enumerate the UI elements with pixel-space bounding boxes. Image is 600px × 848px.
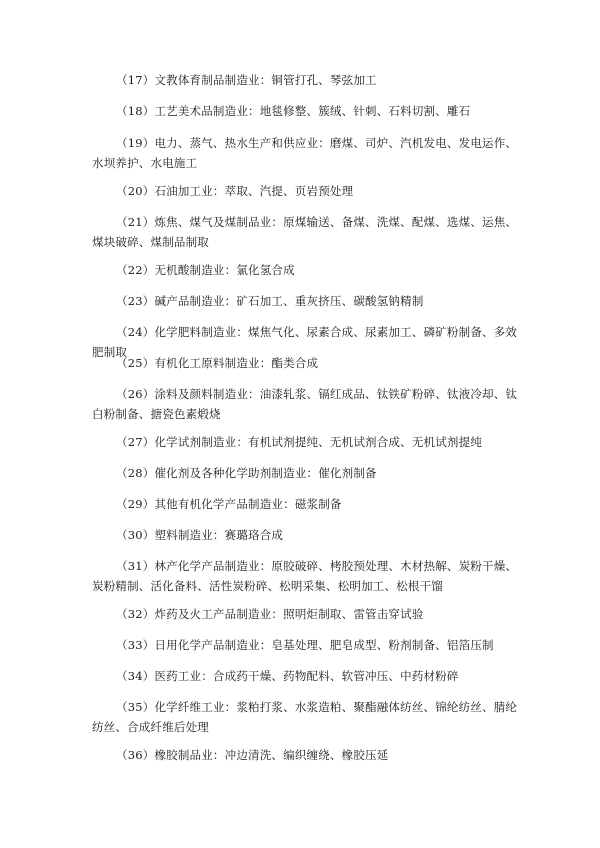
entry-number: （18）: [116, 104, 155, 118]
entry-33: [92, 635, 522, 655]
entry-text: 有机化工原料制造业：酯类合成: [154, 356, 319, 370]
entry-text: 塑料制造业：赛璐珞合成: [154, 528, 284, 542]
entry-text: 催化剂及各种化学助剂制造业：催化剂制备: [154, 466, 377, 480]
entry-25: [92, 353, 522, 373]
entry-text: 涂料及颜料制造业：油漆轧浆、镉红成品、钛铁矿粉碎、钛液冷却、钛白粉制备、搪瓷色素煅烧: [92, 387, 518, 421]
entry-text: 日用化学产品制造业：皂基处理、肥皂成型、粉剂制备、铝箔压制: [154, 638, 494, 652]
entry-30: [92, 525, 522, 545]
entry-number: （22）: [116, 263, 155, 277]
entry-number: （20）: [116, 184, 155, 198]
entry-34: [92, 666, 522, 686]
entry-number: （19）: [116, 136, 155, 150]
entry-35: [92, 697, 522, 737]
entry-text: 文教体育制品制造业：铜管打孔、琴弦加工: [154, 73, 377, 87]
entry-31: [92, 556, 522, 596]
entry-text: 化学纤维工业：浆粕打浆、水浆造粕、聚酯融体纺丝、锦纶纺丝、腈纶纺丝、合成纤维后处理: [92, 700, 518, 734]
entry-18: [92, 101, 522, 121]
entry-text: 工艺美术品制造业：地毯修整、簇绒、针刺、石料切割、雕石: [154, 104, 471, 118]
entry-text: 林产化学产品制造业：原胶破碎、栲胶预处理、木材热解、炭粉干燥、炭粉精制、活化备料、活性炭粉碎、松明采集、松明加工、松根干馏: [92, 559, 518, 593]
entry-number: （28）: [116, 466, 155, 480]
entry-32: [92, 604, 522, 624]
entry-19: [92, 133, 522, 173]
entry-23: [92, 291, 522, 311]
entry-text: 炸药及火工产品制造业：照明炬制取、雷管击穿试验: [154, 607, 424, 621]
entry-number: （34）: [116, 669, 155, 683]
entry-text: 其他有机化学产品制造业：磁浆制备: [154, 497, 342, 511]
entry-text: 橡胶制品业：冲边清洗、编织缠绕、橡胶压延: [154, 748, 389, 762]
entry-36: [92, 745, 522, 765]
entry-number: （32）: [116, 607, 155, 621]
entry-number: （23）: [116, 294, 155, 308]
entry-28: [92, 463, 522, 483]
entry-text: 医药工业：合成药干燥、药物配料、软管冲压、中药材粉碎: [154, 669, 459, 683]
entry-text: 电力、蒸气、热水生产和供应业：磨煤、司炉、汽机发电、发电运作、水坝养护、水电施工: [92, 136, 518, 170]
entry-text: 化学肥料制造业：煤焦气化、尿素合成、尿素加工、磷矿粉制备、多效肥制取: [92, 325, 518, 359]
entry-21: [92, 212, 522, 252]
entry-text: 碱产品制造业：矿石加工、重灰挤压、碳酸氢钠精制: [154, 294, 424, 308]
entry-number: （31）: [116, 559, 155, 573]
entry-number: （29）: [116, 497, 155, 511]
entry-number: （21）: [116, 215, 155, 229]
entry-20: [92, 181, 522, 201]
entry-number: （25）: [116, 356, 155, 370]
entry-text: 化学试剂制造业：有机试剂提纯、无机试剂合成、无机试剂提纯: [154, 435, 483, 449]
entry-29: [92, 494, 522, 514]
entry-17: [92, 70, 522, 90]
entry-text: 无机酸制造业：氯化氢合成: [154, 263, 295, 277]
entry-number: （35）: [116, 700, 155, 714]
entry-number: （27）: [116, 435, 155, 449]
entry-number: （24）: [116, 325, 155, 339]
entry-text: 石油加工业：萃取、汽提、页岩预处理: [154, 184, 354, 198]
entry-26: [92, 384, 522, 424]
entry-number: （36）: [116, 748, 155, 762]
entry-text: 炼焦、煤气及煤制品业：原煤输送、备煤、洗煤、配煤、选煤、运焦、煤块破碎、煤制品制取: [92, 215, 518, 249]
entry-number: （30）: [116, 528, 155, 542]
entry-27: [92, 432, 522, 452]
entry-number: （33）: [116, 638, 155, 652]
entry-22: [92, 260, 522, 280]
entry-number: （17）: [116, 73, 155, 87]
entry-number: （26）: [116, 387, 155, 401]
